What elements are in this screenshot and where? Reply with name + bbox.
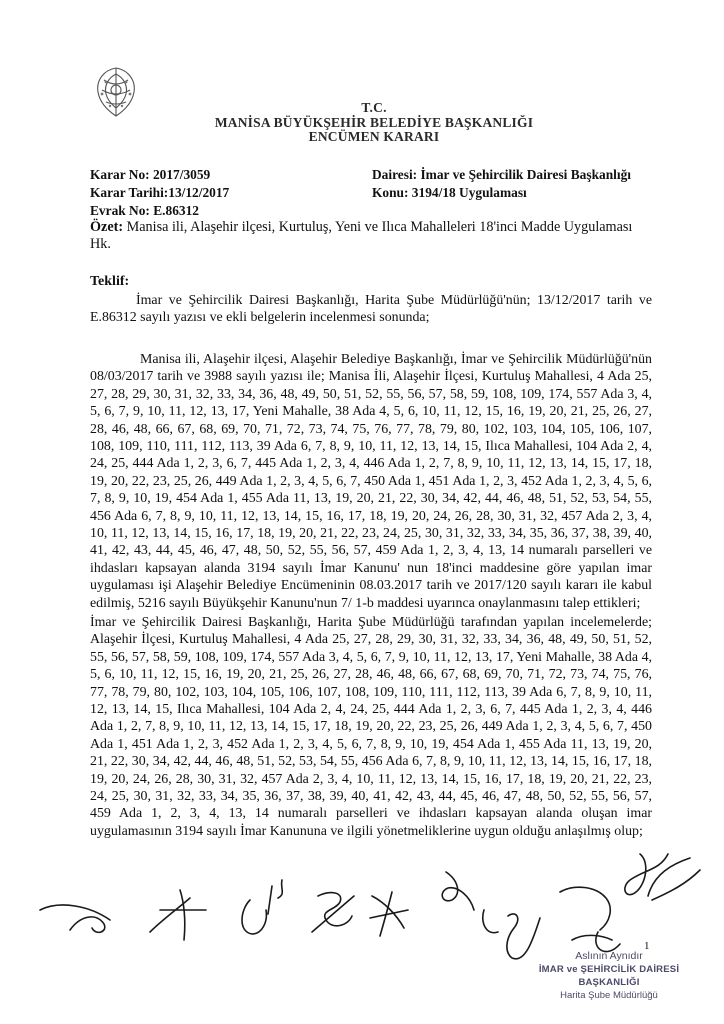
stamp-line-1: Aslının Aynıdır (575, 950, 643, 962)
dairesi: Dairesi: İmar ve Şehircilik Dairesi Başkanlığı (372, 167, 632, 182)
stamp-line-2: İMAR ve ŞEHİRCİLİK DAİRESİ BAŞKANLIĞI (538, 964, 680, 988)
meta-right (372, 166, 631, 201)
certified-copy-stamp (524, 950, 694, 1002)
ozet-label: Özet: (90, 219, 124, 235)
konu: Konu: 3194/18 Uygulaması (372, 184, 527, 200)
teklif-paragraph-3 (90, 614, 652, 840)
signature-9 (625, 854, 700, 900)
header-title: MANİSA BÜYÜKŞEHİR BELEDİYE BAŞKANLIĞI (214, 114, 534, 130)
ozet-block (90, 219, 650, 253)
signature-1 (40, 905, 110, 932)
teklif-paragraph-1-text: İmar ve Şehircilik Dairesi Başkanlığı, Harita Şube Müdürlüğü'nün; 13/12/2017 tarih ve E.86312 sayılı yazısı ve ekli belgelerin incelenmesi sonunda; (90, 293, 652, 326)
ozet-text: Manisa ili, Alaşehir ilçesi, Kurtuluş, Yeni ve Ilıca Mahalleleri 18'inci Madde Uygulaması Hk. (90, 219, 633, 252)
teklif-paragraph-2 (90, 351, 652, 612)
signature-6 (442, 872, 474, 910)
document-header (200, 101, 548, 145)
teklif-heading: Teklif: (90, 274, 130, 289)
signature-3 (242, 880, 282, 934)
stamp-line-3: Harita Şube Müdürlüğü (560, 990, 658, 1001)
karar-tarihi: Karar Tarihi:13/12/2017 (90, 184, 230, 200)
municipality-logo (84, 60, 148, 124)
teklif-paragraph-3-text: İmar ve Şehircilik Dairesi Başkanlığı, Harita Şube Müdürlüğü tarafından yapılan incelemelerde; Alaşehir İlçesi, Kurtuluş Mahallesi, 4 Ada 25, 27, 28, 29, 30, 31, 32, 33, 34, 36, 48, 49, 50, 51, 52, 55, 56, 57, 58, 59, 108, 109, 174, 557 Ada 3, 4, 5, 6, 7, 9, 10, 11, 12, 13, 17, Yeni Mahalle, 38 Ada 4, 5, 6, 10, 11, 12, 15, 16, 19, 20, 21, 25, 26, 27, 28, 46, 48, 66, 67, 68, 69, 70, 71, 72, 73, 74, 75, 76, 77, 78, 79, 80, 102, 103, 104, 105, 106, 107, 108, 109, 110, 111, 112, 113, 39 Ada 6, 7, 8, 9, 10, 11, 12, 13, 14, 15, Ilıca Mahallesi, 104 Ada 2, 4, 24, 25, 444 Ada 1, 2, 3, 6, 7, 445 Ada 1, 2, 3, 4, 446 Ada 1, 2, 7, 8, 9, 10, 11, 12, 13, 14, 15, 17, 18, 19, 20, 22, 23, 25, 26, 449 Ada 1, 2, 3, 4, 5, 6, 7, 450 Ada 1, 451 Ada 1, 2, 3, 452 Ada 1, 2, 3, 4, 5, 6, 7, 8, 9, 10, 19, 454 Ada 1, 455 Ada 11, 13, 19, 20, 21, 22, 30, 34, 42, 44, 46, 48, 51, 52, 53, 54, 55, 456 Ada 6, 7, 8, 9, 10, 11, 12, 13, 14, 15, 16, 17, 18, 19, 20, 24, 26, 28, 30, 31, 32, 457 Ada 2, 3, 4, 10, 11, 12, 13, 14, 15, 16, 17, 18, 19, 20, 21, 22, 23, 24, 25, 30, 31, 32, 33, 34, 35, 36, 37, 38, 39, 40, 41, 42, 43, 44, 45, 46, 47, 48, 50, 52, 55, 56, 57, 459 Ada 1, 2, 3, 4, 13, 14 numaralı parselleri ve ihdasları kapsayan alanda oluşan imar uygulamasının 3194 sayılı İmar Kanununa ve ilgili yönetmeliklerine uygun olduğu anlaşılmış olup; (90, 615, 652, 839)
evrak-no: Evrak No: E.86312 (90, 203, 199, 218)
header-tc: T.C. (361, 100, 387, 115)
signature-5 (370, 892, 408, 936)
meta-left (90, 166, 229, 220)
signature-8 (560, 887, 620, 951)
teklif-paragraph-2-text: Manisa ili, Alaşehir ilçesi, Alaşehir Belediye Başkanlığı, İmar ve Şehircilik Müdürlüğü'nün 08/03/2017 tarih ve 3988 sayılı yazısı ile; Manisa İli, Alaşehir İlçesi, Kurtuluş Mahallesi, 4 Ada 25, 27, 28, 29, 30, 31, 32, 33, 34, 36, 48, 49, 50, 51, 52, 55, 56, 57, 58, 59, 108, 109, 174, 557 Ada 3, 4, 5, 6, 7, 9, 10, 11, 12, 13, 17, Yeni Mahalle, 38 Ada 4, 5, 6, 10, 11, 12, 15, 16, 19, 20, 21, 25, 26, 27, 28, 46, 48, 66, 67, 68, 69, 70, 71, 72, 73, 74, 75, 76, 77, 78, 79, 80, 102, 103, 104, 105, 106, 107, 108, 109, 110, 111, 112, 113, 39 Ada 6, 7, 8, 9, 10, 11, 12, 13, 14, 15, Ilıca Mahallesi, 104 Ada 2, 4, 24, 25, 444 Ada 1, 2, 3, 6, 7, 445 Ada 1, 2, 3, 4, 446 Ada 1, 2, 7, 8, 9, 10, 11, 12, 13, 14, 15, 17, 18, 19, 20, 22, 23, 25, 26, 449 Ada 1, 2, 3, 4, 5, 6, 7, 450 Ada 1, 451 Ada 1, 2, 3, 452 Ada 1, 2, 3, 4, 5, 6, 7, 8, 9, 10, 19, 454 Ada 1, 455 Ada 11, 13, 19, 20, 21, 22, 30, 34, 42, 44, 46, 48, 51, 52, 53, 54, 55, 456 Ada 6, 7, 8, 9, 10, 11, 12, 13, 14, 15, 16, 17, 18, 19, 20, 24, 26, 28, 30, 31, 32, 457 Ada 2, 3, 4, 10, 11, 12, 13, 14, 15, 16, 17, 18, 19, 20, 21, 22, 23, 24, 25, 30, 31, 32, 33, 34, 35, 36, 37, 38, 39, 40, 41, 42, 43, 44, 45, 46, 47, 48, 50, 52, 55, 56, 57, 459 Ada 1, 2, 3, 4, 13, 14 numaralı parselleri ve ihdasları kapsayan alanda 3194 sayılı İmar Kanunu' nun 18'inci maddesine göre yapılan imar uygulaması işi Alaşehir Belediye Encümeninin 08.03.2017 tarih ve 2017/120 sayılı kararı ile kabul edilmiş, 5216 sayılı Büyükşehir Kanunu'nun 7/ 1-b maddesi uyarınca onaylanmasını talep ettikleri; (90, 352, 652, 611)
signature-4 (312, 893, 354, 932)
page-number: 1 (644, 940, 650, 952)
karar-no: Karar No: 2017/3059 (90, 167, 211, 182)
signature-2 (150, 890, 206, 940)
teklif-paragraph-1 (90, 292, 652, 327)
header-subtitle: ENCÜMEN KARARI (308, 129, 440, 144)
